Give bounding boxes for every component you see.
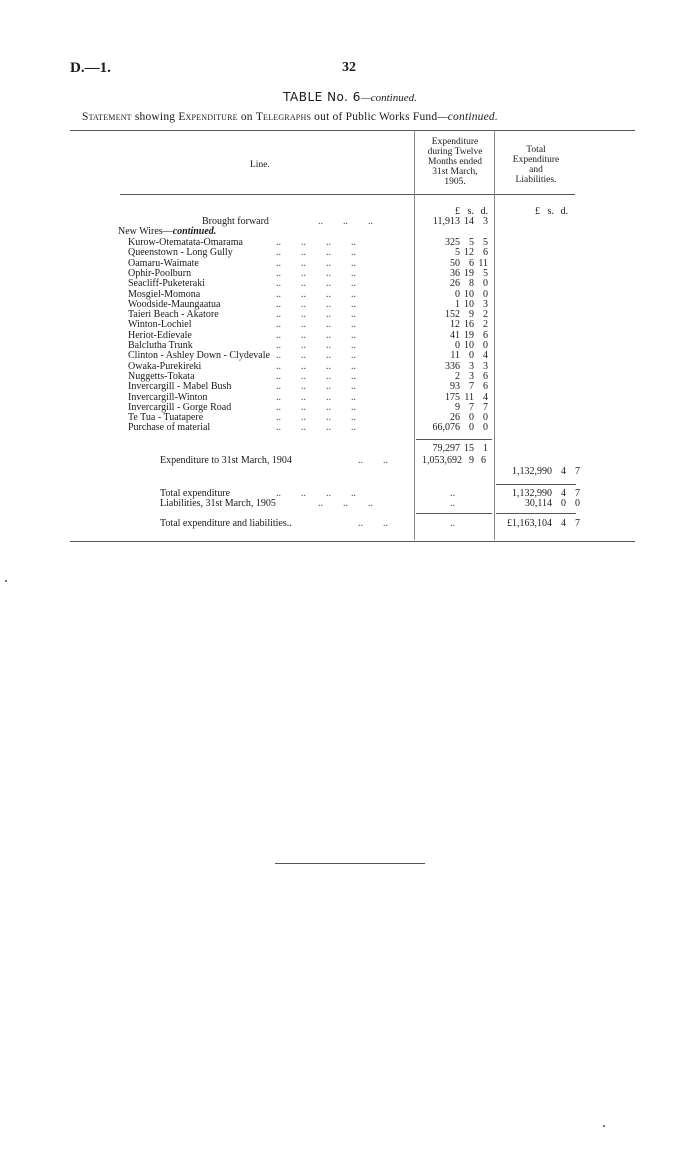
item-amount: 41 19 6 bbox=[450, 330, 488, 341]
item-label: Mosgiel-Momona bbox=[128, 289, 201, 300]
leader-dots: .. .. .. .. bbox=[276, 402, 356, 413]
leader-dots: .. .. .. .. bbox=[276, 247, 356, 258]
statement-suffix: —continued. bbox=[437, 111, 498, 123]
item-label: Purchase of material bbox=[128, 422, 211, 433]
col-header-expenditure bbox=[416, 137, 494, 187]
item-label: Taieri Beach - Akatore bbox=[128, 309, 219, 320]
item-label: Invercargill - Mabel Bush bbox=[128, 381, 232, 392]
print-speck bbox=[5, 580, 7, 582]
leader-dots: .. .. .. .. bbox=[276, 330, 356, 341]
table-title-suffix: —continued. bbox=[360, 92, 417, 104]
exp-to-1904-label: Expenditure to 31st March, 1904 bbox=[160, 455, 292, 466]
item-amount: 1 10 3 bbox=[455, 299, 488, 310]
item-amount: 336 3 3 bbox=[445, 361, 488, 372]
liabilities-exp: .. bbox=[450, 498, 455, 509]
exp-hdr-4: 31st March, bbox=[432, 167, 478, 177]
item-amount: 93 7 6 bbox=[450, 381, 488, 392]
leader-dots: .. .. bbox=[358, 518, 388, 529]
table-top-rule bbox=[70, 130, 635, 131]
leader-dots: .. .. .. bbox=[318, 498, 373, 509]
item-label: Balclutha Trunk bbox=[128, 340, 193, 351]
item-label: Kurow-Otematata-Omarama bbox=[128, 237, 243, 248]
item-label: Te Tua - Tuatapere bbox=[128, 412, 204, 423]
item-label: Woodside-Maungaatua bbox=[128, 299, 221, 310]
header-bottom-rule bbox=[120, 194, 575, 195]
item-label: Ophir-Poolburn bbox=[128, 268, 192, 279]
col-header-line: Line. bbox=[250, 160, 270, 170]
exp-hdr-2: during Twelve bbox=[427, 147, 483, 157]
total-rule-2 bbox=[416, 513, 492, 514]
leader-dots: .. .. .. .. bbox=[276, 309, 356, 320]
leader-dots: .. .. .. .. bbox=[276, 258, 356, 269]
leader-dots: .. .. .. .. bbox=[276, 340, 356, 351]
statement-text-2: out of Public Works Fund bbox=[311, 111, 438, 123]
statement-text-on: on bbox=[237, 111, 256, 123]
item-amount: 0 10 0 bbox=[455, 289, 488, 300]
total-expenditure-label: Total expenditure bbox=[160, 488, 231, 499]
col-divider-1 bbox=[414, 130, 415, 540]
table-title-main: TABLE No. 6 bbox=[283, 90, 361, 104]
total-hdr-3: and bbox=[529, 165, 543, 175]
leader-dots: .. .. .. .. bbox=[276, 381, 356, 392]
statement-prefix: Statement bbox=[82, 111, 132, 123]
item-amount: 26 8 0 bbox=[450, 278, 488, 289]
exp-to-1904-total: 1,132,990 4 7 bbox=[512, 466, 580, 477]
item-label: Nuggetts-Tokata bbox=[128, 371, 195, 382]
exp-to-1904-amount: 1,053,692 9 6 bbox=[422, 455, 486, 466]
grand-total-total: £1,163,104 4 7 bbox=[507, 518, 580, 529]
item-label: Clinton - Ashley Down - Clydevale bbox=[128, 350, 270, 361]
total-expenditure-exp: .. bbox=[450, 488, 455, 499]
table-bottom-rule bbox=[70, 541, 635, 542]
leader-dots: .. .. .. .. bbox=[276, 412, 356, 423]
liabilities-total: 30,114 0 0 bbox=[524, 498, 580, 509]
leader-dots: .. .. .. .. bbox=[276, 361, 356, 372]
footer-rule bbox=[275, 863, 425, 864]
item-amount: 11 0 4 bbox=[450, 350, 488, 361]
item-amount: 175 11 4 bbox=[445, 392, 488, 403]
total-hdr-1: Total bbox=[526, 145, 546, 155]
table-title bbox=[0, 90, 700, 104]
leader-dots: .. .. .. .. bbox=[276, 268, 356, 279]
item-amount: 66,076 0 0 bbox=[432, 422, 488, 433]
section-heading: New Wires—continued. bbox=[118, 226, 217, 237]
total-hdr-2: Expenditure bbox=[512, 155, 560, 165]
leader-dots: .. .. .. .. bbox=[276, 350, 356, 361]
leader-dots: .. .. .. .. bbox=[276, 371, 356, 382]
total-rule-1 bbox=[496, 484, 576, 485]
statement-title bbox=[82, 111, 498, 123]
item-amount: 325 5 5 bbox=[445, 237, 488, 248]
item-label: Owaka-Purekireki bbox=[128, 361, 202, 372]
col-divider-2 bbox=[494, 130, 495, 540]
item-label: Oamaru-Waimate bbox=[128, 258, 199, 269]
exp-hdr-3: Months ended bbox=[427, 157, 483, 167]
item-amount: 36 19 5 bbox=[450, 268, 488, 279]
item-amount: 2 3 6 bbox=[455, 371, 488, 382]
brought-forward-amount: 11,913 14 3 bbox=[432, 216, 488, 227]
print-speck bbox=[603, 1125, 605, 1127]
statement-expenditure: Expenditure bbox=[178, 111, 238, 123]
item-amount: 26 0 0 bbox=[450, 412, 488, 423]
item-amount: 5 12 6 bbox=[455, 247, 488, 258]
item-label: Queenstown - Long Gully bbox=[128, 247, 233, 258]
col-header-total bbox=[496, 145, 576, 185]
liabilities-label: Liabilities, 31st March, 1905 bbox=[160, 498, 276, 509]
leader-dots: .. .. .. .. bbox=[276, 392, 356, 403]
leader-dots: .. .. .. .. bbox=[276, 299, 356, 310]
page-number: 32 bbox=[342, 60, 356, 75]
total-lsd-header: £ s. d. bbox=[535, 206, 568, 217]
leader-dots: .. .. bbox=[358, 455, 388, 466]
leader-dots: .. .. .. .. bbox=[276, 488, 356, 499]
leader-dots: .. .. .. .. bbox=[276, 319, 356, 330]
grand-total-exp: .. bbox=[450, 518, 455, 529]
item-amount: 9 7 7 bbox=[455, 402, 488, 413]
leader-dots: .. .. .. bbox=[318, 216, 373, 227]
subtotal-rule bbox=[416, 439, 492, 440]
item-label: Invercargill - Gorge Road bbox=[128, 402, 232, 413]
item-amount: 12 16 2 bbox=[450, 319, 488, 330]
total-rule-3 bbox=[496, 513, 576, 514]
item-label: Heriot-Edievale bbox=[128, 330, 192, 341]
item-label: Seacliff-Puketeraki bbox=[128, 278, 206, 289]
leader-dots: .. .. .. .. bbox=[276, 289, 356, 300]
total-expenditure-total: 1,132,990 4 7 bbox=[512, 488, 580, 499]
leader-dots: .. .. .. .. bbox=[276, 422, 356, 433]
leader-dots: .. .. .. .. bbox=[276, 278, 356, 289]
subtotal-amount: 79,297 15 1 bbox=[432, 443, 488, 454]
item-amount: 152 9 2 bbox=[445, 309, 488, 320]
exp-hdr-5: 1905. bbox=[444, 177, 466, 187]
exp-hdr-1: Expenditure bbox=[431, 137, 479, 147]
total-hdr-4: Liabilities. bbox=[515, 175, 557, 185]
item-label: Winton-Lochiel bbox=[128, 319, 192, 330]
leader-dots: .. .. .. .. bbox=[276, 237, 356, 248]
statement-telegraphs: Telegraphs bbox=[255, 111, 312, 123]
grand-total-label: Total expenditure and liabilities.. bbox=[160, 518, 292, 529]
statement-text-1: showing bbox=[131, 111, 179, 123]
item-amount: 0 10 0 bbox=[455, 340, 488, 351]
item-amount: 50 6 11 bbox=[450, 258, 488, 269]
item-label: Invercargill-Winton bbox=[128, 392, 208, 403]
exp-lsd-header: £ s. d. bbox=[455, 206, 488, 217]
document-code: D.—1. bbox=[70, 60, 111, 76]
brought-forward-label: Brought forward bbox=[202, 216, 269, 227]
